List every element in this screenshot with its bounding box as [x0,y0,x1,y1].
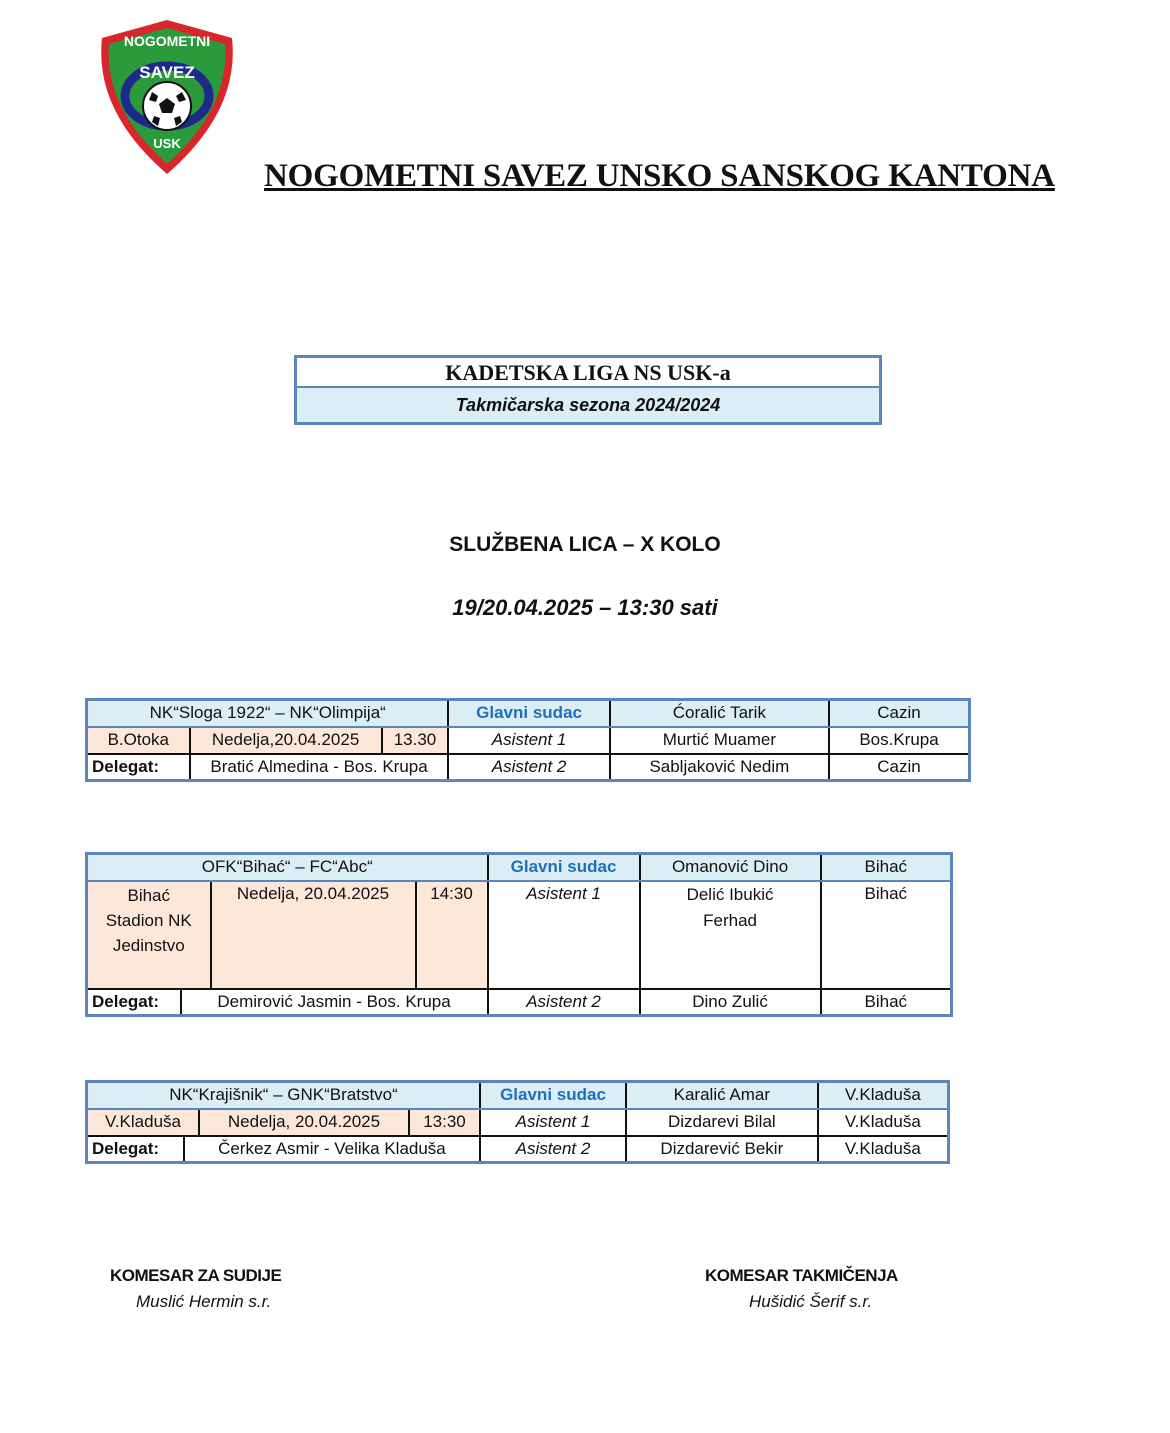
match-time: 13.30 [382,727,449,754]
round-title: SLUŽBENA LICA – X KOLO [449,533,721,556]
assistant-2-label: Asistent 2 [488,989,640,1016]
match-date: Nedelja, 20.04.2025 [199,1109,409,1136]
main-referee-label: Glavni sudac [448,700,609,727]
assistant-2-city: Bihać [821,989,952,1016]
venue-line: Bihać [127,885,171,905]
delegate: Bratić Almedina - Bos. Krupa [190,754,449,781]
competition-commissioner-title: KOMESAR TAKMIČENJA [705,1266,898,1285]
referee-commissioner-name: Muslić Hermin s.r. [136,1292,272,1311]
season-label: Takmičarska sezona 2024/2024 [297,388,879,422]
assistant-2-label: Asistent 2 [480,1136,626,1163]
assistant-1-label: Asistent 1 [488,881,640,989]
assistant-2: Sabljaković Nedim [610,754,829,781]
competition-commissioner-block [705,1266,898,1312]
match-date: Nedelja,20.04.2025 [190,727,382,754]
round-datetime: 19/20.04.2025 – 13:30 sati [452,595,718,620]
assistant-1-label: Asistent 1 [448,727,609,754]
delegate-label: Delegat: [87,989,181,1016]
match-table-3 [85,1080,950,1164]
fixture: NK“Krajišnik“ – GNK“Bratstvo“ [87,1082,480,1109]
assistant-1-city: Bos.Krupa [829,727,969,754]
main-referee-city: V.Kladuša [818,1082,949,1109]
main-referee-city: Cazin [829,700,969,727]
assistant-2: Dizdarević Bekir [626,1136,818,1163]
assistant-1-city: V.Kladuša [818,1109,949,1136]
assistant-1-city: Bihać [821,881,952,989]
federation-logo [92,16,242,178]
delegate-label: Delegat: [87,754,190,781]
assistant-1: Dizdarevi Bilal [626,1109,818,1136]
assistant-1-name-line: Ferhad [703,910,757,930]
main-referee: Ćoralić Tarik [610,700,829,727]
match-date: Nedelja, 20.04.2025 [211,881,416,989]
svg-text:SAVEZ: SAVEZ [139,63,195,82]
match-table-2 [85,852,953,1017]
page-title: NOGOMETNI SAVEZ UNSKO SANSKOG KANTONA [264,158,1055,194]
fixture: NK“Sloga 1922“ – NK“Olimpija“ [87,700,449,727]
league-box [294,355,882,425]
main-referee-label: Glavni sudac [488,854,640,881]
competition-commissioner-name: Hušidić Šerif s.r. [749,1292,873,1311]
delegate: Demirović Jasmin - Bos. Krupa [181,989,488,1016]
assistant-1 [640,881,821,989]
main-referee: Omanović Dino [640,854,821,881]
venue: V.Kladuša [87,1109,200,1136]
svg-text:NOGOMETNI: NOGOMETNI [123,33,211,49]
venue [87,881,211,989]
main-referee-city: Bihać [821,854,952,881]
assistant-1-name-line: Delić Ibukić [686,884,774,904]
match-table-1 [85,698,971,782]
delegate: Čerkez Asmir - Velika Kladuša [184,1136,480,1163]
venue: B.Otoka [87,727,190,754]
assistant-2-city: Cazin [829,754,969,781]
fixture: OFK“Bihać“ – FC“Abc“ [87,854,488,881]
venue-line: Jedinstvo [112,935,185,955]
assistant-1: Murtić Muamer [610,727,829,754]
referee-commissioner-title: KOMESAR ZA SUDIJE [110,1266,282,1285]
main-referee: Karalić Amar [626,1082,818,1109]
svg-text:USK: USK [153,136,181,151]
venue-line: Stadion NK [105,910,192,930]
match-time: 14:30 [416,881,488,989]
referee-commissioner-block [110,1266,281,1312]
delegate-label: Delegat: [87,1136,184,1163]
assistant-2-label: Asistent 2 [448,754,609,781]
match-time: 13:30 [409,1109,480,1136]
main-referee-label: Glavni sudac [480,1082,626,1109]
assistant-2: Dino Zulić [640,989,821,1016]
league-name: KADETSKA LIGA NS USK-a [297,358,879,388]
assistant-2-city: V.Kladuša [818,1136,949,1163]
assistant-1-label: Asistent 1 [480,1109,626,1136]
